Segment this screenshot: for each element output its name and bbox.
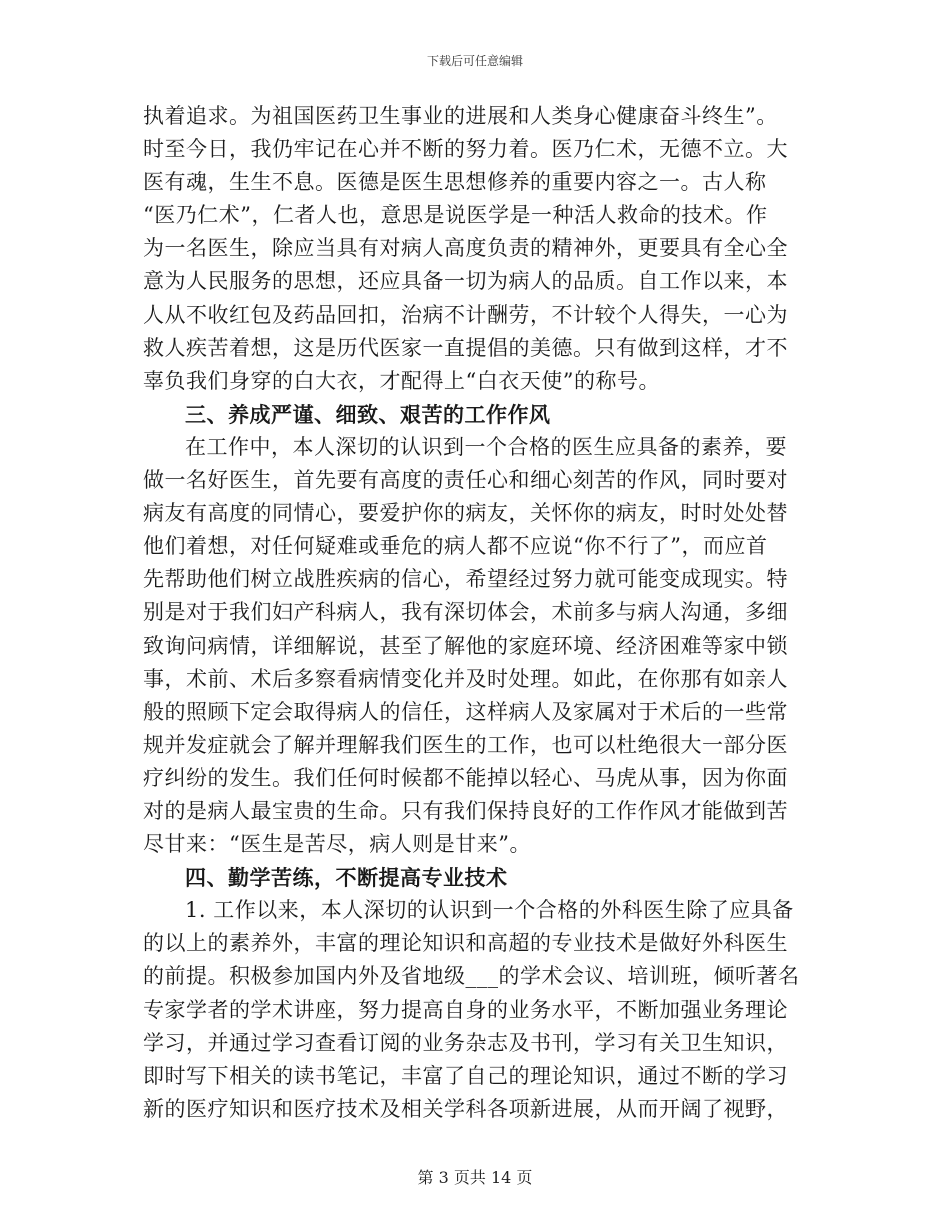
text-line: 致询问病情，详细解说，甚至了解他的家庭环境、经济困难等家中锁 bbox=[143, 633, 788, 658]
text-line: 人从不收红包及药品回扣，治病不计酬劳，不计较个人得失，一心为 bbox=[143, 302, 788, 327]
document-body bbox=[143, 100, 809, 1126]
text-line: 在工作中，本人深切的认识到一个合格的医生应具备的素养，要 bbox=[185, 434, 787, 459]
page-header: 下载后可任意编辑 bbox=[426, 54, 523, 68]
section-heading: 四、勤学苦练，不断提高专业技术 bbox=[185, 865, 508, 891]
text-line: 的前提。积极参加国内外及省地级___的学术会议、培训班，倾听著名 bbox=[143, 964, 800, 989]
text-line: 做一名好医生，首先要有高度的责任心和细心刻苦的作风，同时要对 bbox=[143, 468, 788, 493]
text-line: 即时写下相关的读书笔记，丰富了自己的理论知识，通过不断的学习 bbox=[143, 1063, 788, 1088]
text-line: 为一名医生，除应当具有对病人高度负责的精神外，更要具有全心全 bbox=[143, 236, 788, 261]
page-footer: 第 3 页共 14 页 bbox=[417, 1168, 533, 1187]
text-line: 执着追求。为祖国医药卫生事业的进展和人类身心健康奋斗终生”。 bbox=[143, 104, 778, 128]
text-line: 别是对于我们妇产科病人，我有深切体会，术前多与病人沟通，多细 bbox=[143, 600, 788, 625]
text-line: 疗纠纷的发生。我们任何时候都不能掉以轻心、马虎从事，因为你面 bbox=[143, 765, 788, 790]
text-line: 意为人民服务的思想，还应具备一切为病人的品质。自工作以来，本 bbox=[143, 269, 788, 294]
text-line: 专家学者的学术讲座，努力提高自身的业务水平，不断加强业务理论 bbox=[143, 997, 788, 1022]
text-line: 学习，并通过学习查看订阅的业务杂志及书刊，学习有关卫生知识， bbox=[143, 1030, 788, 1055]
text-line: 规并发症就会了解并理解我们医生的工作，也可以杜绝很大一部分医 bbox=[143, 732, 788, 757]
text-line: 的以上的素养外，丰富的理论知识和高超的专业技术是做好外科医生 bbox=[143, 931, 788, 956]
section-heading: 三、养成严谨、细致、艰苦的工作作风 bbox=[185, 401, 551, 427]
text-line: 医有魂，生生不息。医德是医生思想修养的重要内容之一。古人称 bbox=[143, 170, 767, 195]
text-line: 先帮助他们树立战胜疾病的信心，希望经过努力就可能变成现实。特 bbox=[143, 567, 788, 592]
text-line: 病友有高度的同情心，要爱护你的病友，关怀你的病友，时时处处替 bbox=[143, 501, 788, 526]
text-line: 1. 工作以来，本人深切的认识到一个合格的外科医生除了应具备 bbox=[185, 898, 794, 923]
text-line: 辜负我们身穿的白大衣，才配得上“白衣天使”的称号。 bbox=[143, 368, 660, 393]
text-line: 他们着想，对任何疑难或垂危的病人都不应说“你不行了”，而应首 bbox=[143, 534, 768, 559]
text-line: 尽甘来：“医生是苦尽，病人则是甘来”。 bbox=[143, 832, 531, 857]
text-line: 对的是病人最宝贵的生命。只有我们保持良好的工作作风才能做到苦 bbox=[143, 798, 788, 823]
text-line: 般的照顾下定会取得病人的信任，这样病人及家属对于术后的一些常 bbox=[143, 699, 788, 724]
text-line: 新的医疗知识和医疗技术及相关学科各项新进展，从而开阔了视野， bbox=[143, 1096, 788, 1121]
text-line: 时至今日，我仍牢记在心并不断的努力着。医乃仁术，无德不立。大 bbox=[143, 137, 788, 162]
text-line: 事，术前、术后多察看病情变化并及时处理。如此，在你那有如亲人 bbox=[143, 666, 788, 691]
text-line: 救人疾苦着想，这是历代医家一直提倡的美德。只有做到这样，才不 bbox=[143, 335, 788, 360]
text-line: “医乃仁术”，仁者人也，意思是说医学是一种活人救命的技术。作 bbox=[143, 203, 768, 228]
